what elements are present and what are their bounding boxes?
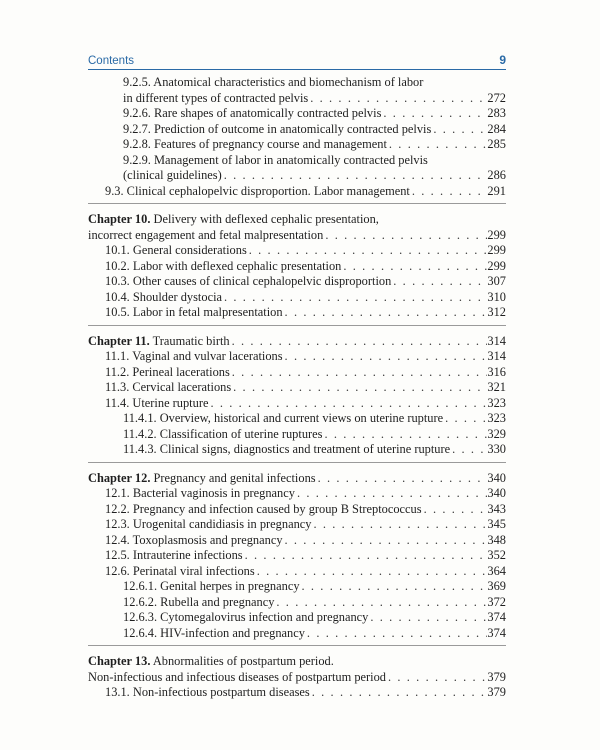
toc-entry: 9.3. Clinical cephalopelvic disproportion. Labor management . . . 291 — [88, 184, 506, 200]
chapter-heading: Chapter 10. Delivery with deflexed cephalic presentation, — [88, 212, 379, 226]
toc-entry: 11.1. Vaginal and vulvar lacerations . . . 314 — [88, 349, 506, 365]
running-header — [88, 53, 506, 67]
toc-entry: 9.2.7. Prediction of outcome in anatomically contracted pelvis . . . 284 — [88, 122, 506, 138]
divider — [88, 325, 506, 334]
toc-entry: 12.6. Perinatal viral infections . . . 364 — [88, 564, 506, 580]
divider — [88, 645, 506, 654]
chapter-heading: Non-infectious and infectious diseases of postpartum period . . . 379 — [88, 670, 506, 686]
toc-entry: 10.4. Shoulder dystocia . . . 310 — [88, 290, 506, 306]
toc-entry: 12.6.2. Rubella and pregnancy . . . 372 — [88, 595, 506, 611]
toc-entry: 12.6.1. Genital herpes in pregnancy . . . 369 — [88, 579, 506, 595]
toc-entry: 10.5. Labor in fetal malpresentation . . . 312 — [88, 305, 506, 321]
toc-entry: 12.5. Intrauterine infections . . . 352 — [88, 548, 506, 564]
toc-entry: 12.2. Pregnancy and infection caused by group B Streptococcus . . . 343 — [88, 502, 506, 518]
chapter-heading: Chapter 13. Abnormalities of postpartum period. — [88, 654, 334, 668]
toc-entry: in different types of contracted pelvis . . . 272 — [88, 91, 506, 107]
toc-entry: 11.4.2. Classification of uterine ruptures . . . 329 — [88, 427, 506, 443]
toc-entry: (clinical guidelines) . . . 286 — [88, 168, 506, 184]
toc-entry: 9.2.5. Anatomical characteristics and biomechanism of labor — [123, 75, 424, 89]
divider — [88, 462, 506, 471]
toc-entry: 11.4.1. Overview, historical and current views on uterine rupture . . . 323 — [88, 411, 506, 427]
toc-entry: 9.2.8. Features of pregnancy course and management . . . 285 — [88, 137, 506, 153]
toc-entry: 12.4. Toxoplasmosis and pregnancy . . . 348 — [88, 533, 506, 549]
toc-entry: 12.6.3. Cytomegalovirus infection and pregnancy . . . 374 — [88, 610, 506, 626]
table-of-contents — [88, 75, 506, 701]
chapter-heading: Chapter 11. Traumatic birth . . . 314 — [88, 334, 506, 350]
toc-entry: 10.2. Labor with deflexed cephalic presentation . . . 299 — [88, 259, 506, 275]
toc-entry: 12.1. Bacterial vaginosis in pregnancy . . . 340 — [88, 486, 506, 502]
toc-entry: 12.3. Urogenital candidiasis in pregnancy . . . 345 — [88, 517, 506, 533]
toc-entry: 11.4.3. Clinical signs, diagnostics and treatment of uterine rupture . . . 330 — [88, 442, 506, 458]
divider — [88, 203, 506, 212]
toc-entry: 9.2.6. Rare shapes of anatomically contracted pelvis . . . 283 — [88, 106, 506, 122]
toc-entry: 11.4. Uterine rupture . . . 323 — [88, 396, 506, 412]
toc-entry: 10.3. Other causes of clinical cephalopelvic disproportion . . . 307 — [88, 274, 506, 290]
toc-entry: 11.3. Cervical lacerations . . . 321 — [88, 380, 506, 396]
toc-entry: 11.2. Perineal lacerations . . . 316 — [88, 365, 506, 381]
chapter-heading: incorrect engagement and fetal malpresentation . . . 299 — [88, 228, 506, 244]
chapter-heading: Chapter 12. Pregnancy and genital infections . . . 340 — [88, 471, 506, 487]
toc-entry: 9.2.9. Management of labor in anatomically contracted pelvis — [123, 152, 428, 167]
toc-entry: 10.1. General considerations . . . 299 — [88, 243, 506, 259]
header-rule — [88, 69, 506, 70]
toc-entry: 13.1. Non-infectious postpartum diseases . . . 379 — [88, 685, 506, 701]
toc-entry: 12.6.4. HIV-infection and pregnancy . . . 374 — [88, 626, 506, 642]
page-number: 9 — [499, 53, 506, 67]
running-header-title: Contents — [88, 55, 135, 67]
